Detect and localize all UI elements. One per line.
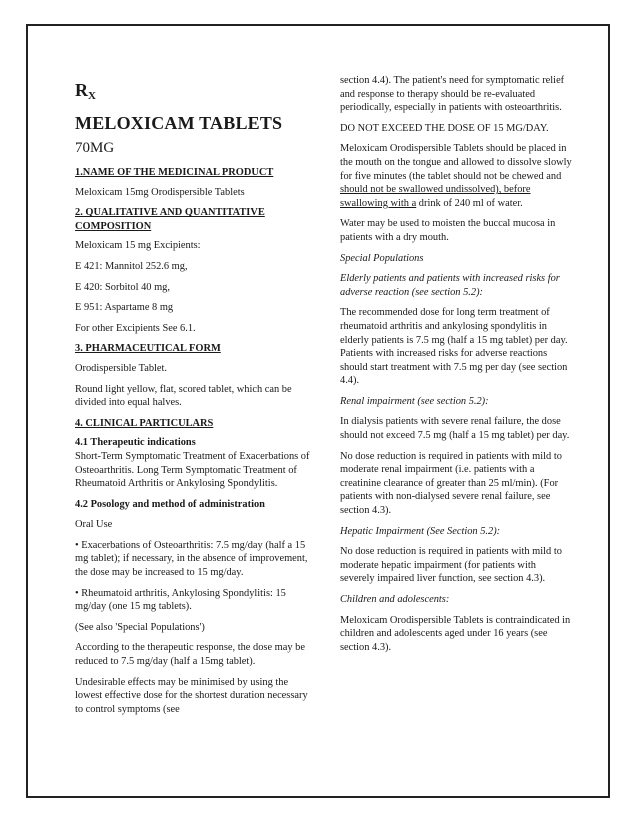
hepatic-text: No dose reduction is required in patients with mild to moderate hepatic impairment (for patients with severely impaired liver function, see section 4.3). bbox=[340, 546, 562, 585]
section-4-2-line: (See also 'Special Populations') bbox=[75, 621, 205, 633]
left-column bbox=[75, 56, 315, 723]
section-3-line: Round light yellow, flat, scored tablet, which can be divided into equal halves. bbox=[75, 383, 292, 409]
section-1-text: Meloxicam 15mg Orodispersible Tablets bbox=[75, 186, 245, 198]
paragraph-buccal: Water may be used to moisten the buccal mucosa in patients with a dry mouth. bbox=[340, 218, 556, 243]
children-text: Meloxicam Orodispersible Tablets is contraindicated in children and adolescents aged under 16 years (see section 4.3). bbox=[340, 614, 571, 653]
document-title: MELOXICAM TABLETS bbox=[75, 113, 283, 133]
elderly-heading: Elderly patients and patients with increased risks for adverse reaction (see section 5.2): bbox=[340, 273, 560, 298]
rx-letter: R bbox=[75, 80, 88, 100]
administration-text: Meloxicam Orodispersible Tablets should be placed in the mouth on the tongue and allowed to dissolve slowly for five minutes (the tablet should not be chewed and bbox=[340, 143, 572, 182]
section-2-line: E 420: Sorbitol 40 mg, bbox=[75, 281, 170, 293]
section-3-line: Orodispersible Tablet. bbox=[75, 362, 167, 374]
section-4-1-text: Short-Term Symptomatic Treatment of Exacerbations of Osteoarthritis. Long Term Symptomatic Treatment of Rheumatoid Arthritis or Ankylosing Spondylitis. bbox=[75, 450, 310, 490]
section-4-heading: 4. CLINICAL PARTICULARS bbox=[75, 417, 214, 429]
right-column bbox=[340, 74, 572, 661]
paragraph-administration bbox=[340, 142, 572, 210]
section-4-2-line: Oral Use bbox=[75, 519, 113, 531]
section-2-line: E 951: Aspartame 8 mg bbox=[75, 302, 174, 314]
section-4-2-line: • Rheumatoid arthritis, Ankylosing Spondylitis: 15 mg/day (one 15 mg tablets). bbox=[75, 587, 286, 613]
section-4-2-heading: 4.2 Posology and method of administration bbox=[75, 498, 265, 510]
rx-subscript: X bbox=[88, 90, 96, 102]
administration-underlined-text: should not be swallowed undissolved), before swallowing with a bbox=[340, 184, 531, 209]
section-2-line: E 421: Mannitol 252.6 mg, bbox=[75, 260, 188, 272]
renal-heading: Renal impairment (see section 5.2): bbox=[340, 395, 489, 407]
administration-text-end: drink of 240 ml of water. bbox=[416, 197, 523, 209]
elderly-text: The recommended dose for long term treatment of rheumatoid arthritis and ankylosing spondylitis in elderly patients is 7.5 mg (half a 15 mg tablet) per day. Patients with increased risks for adverse reactions should start treatment with 7.5 mg per day (see section 4.4). bbox=[340, 307, 568, 387]
section-4-2-line: Undesirable effects may be minimised by using the lowest effective dose for the shortest duration necessary to control symptoms (see bbox=[75, 676, 308, 715]
section-4-2-line: • Exacerbations of Osteoarthritis: 7.5 mg/day (half a 15 mg tablet); if necessary, in the absence of improvement, the dose may be increased to 15 mg/day. bbox=[75, 539, 308, 579]
renal-text: No dose reduction is required in patients with mild to moderate renal impairment (i.e. patients with a creatinine clearance of greater than 25 ml/min). (For patients with non-dialysed severe renal failure, see section 4.3). bbox=[340, 450, 562, 517]
special-populations-heading: Special Populations bbox=[340, 252, 424, 264]
children-heading: Children and adolescents: bbox=[340, 594, 450, 605]
paragraph-reevaluation: section 4.4). The patient's need for symptomatic relief and response to therapy should be re-evaluated periodically, especially in patients with osteoarthritis. bbox=[340, 75, 565, 114]
section-2-line: Meloxicam 15 mg Excipients: bbox=[75, 240, 201, 252]
hepatic-heading: Hepatic Impairment (See Section 5.2): bbox=[340, 525, 501, 537]
strength: 70MG bbox=[75, 140, 115, 156]
section-4-1-heading: 4.1 Therapeutic indications bbox=[75, 437, 196, 449]
section-3-heading: 3. PHARMACEUTICAL FORM bbox=[75, 343, 221, 355]
rx-symbol bbox=[75, 80, 315, 106]
paragraph-max-dose: DO NOT EXCEED THE DOSE OF 15 MG/DAY. bbox=[340, 122, 549, 134]
section-4-2-line: According to the therapeutic response, the dose may be reduced to 7.5 mg/day (half a 15mg tablet). bbox=[75, 642, 305, 668]
section-2-heading: 2. QUALITATIVE AND QUANTITATIVE COMPOSITION bbox=[75, 207, 265, 232]
renal-text: In dialysis patients with severe renal failure, the dose should not exceed 7.5 mg (half a 15 mg tablet) per day. bbox=[340, 416, 570, 442]
section-2-line: For other Excipients See 6.1. bbox=[75, 322, 196, 334]
section-1-heading: 1.NAME OF THE MEDICINAL PRODUCT bbox=[75, 167, 274, 178]
